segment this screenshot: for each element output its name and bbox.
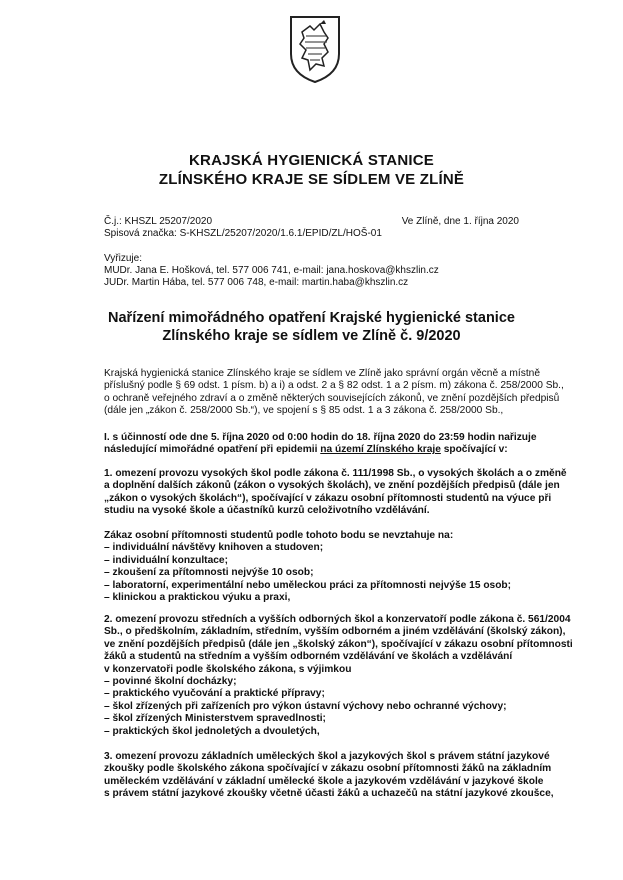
item-2-line: – praktických škol jednoletých a dvouletých, bbox=[104, 725, 320, 737]
contact-hoskova: MUDr. Jana E. Hošková, tel. 577 006 741, e-mail: jana.hoskova@khszlin.cz bbox=[104, 265, 439, 276]
item-2-line: 2. omezení provozu středních a vyšších odborných škol a konzervatoří podle zákona č. 561/2004 bbox=[104, 614, 571, 625]
item-3-line: s právem státní jazykové zkoušky včetně účasti žáků a uchazečů na státní jazykové zkoušce, bbox=[104, 788, 554, 800]
item-3-line: 3. omezení provozu základních uměleckých škol a jazykových škol s právem státní jazykové bbox=[104, 751, 550, 762]
header-line-1: KRAJSKÁ HYGIENICKÁ STANICE bbox=[189, 152, 434, 169]
header-line-2: ZLÍNSKÉHO KRAJE SE SÍDLEM VE ZLÍNĚ bbox=[158, 171, 465, 188]
intro-paragraph bbox=[104, 368, 564, 418]
exception-line: Zákaz osobní přítomnosti studentů podle tohoto bodu se nevztahuje na: bbox=[104, 530, 454, 541]
item-3-line: uměleckém vzdělávání v základní umělecké škole a jazykovém vzdělávání v jazykové škole bbox=[104, 775, 544, 787]
contact-haba: JUDr. Martin Hába, tel. 577 006 748, e-mail: martin.haba@khszlin.cz bbox=[104, 277, 409, 288]
item-1-line: 1. omezení provozu vysokých škol podle zákona č. 111/1998 Sb., o vysokých školách a o změně bbox=[104, 468, 567, 479]
item-2-line: – škol zřízených při zařízeních pro výkon ústavní výchovy nebo ochranné výchovy; bbox=[104, 700, 507, 712]
intro-line: o ochraně veřejného zdraví a o změně některých souvisejících zákonů, ve znění pozdějších předpisů bbox=[104, 392, 560, 404]
section-1-line bbox=[104, 444, 526, 456]
section-1-text: spočívající v: bbox=[440, 444, 508, 456]
item-2-line: – škol zřízených Ministerstvem spravedlnosti; bbox=[104, 713, 326, 725]
moravian-eagle-crest-icon bbox=[288, 14, 342, 84]
item-1-line: „zákon o vysokých školách“), spočívající v zákazu osobní přítomnosti studentů na výuce při bbox=[104, 492, 552, 504]
exception-line: – klinickou a praktickou výuku a praxi, bbox=[104, 592, 291, 604]
item-2-line: Sb., o předškolním, základním, středním, vyšším odborném a jiném vzdělávání (školský zákon), bbox=[104, 626, 566, 638]
intro-line: Krajská hygienická stanice Zlínského kraje se sídlem ve Zlíně jako správní orgán věcně a místně bbox=[104, 368, 541, 379]
item-3-art-language-schools bbox=[104, 751, 554, 801]
item-2-secondary-schools bbox=[104, 614, 573, 738]
document-title-line-2: Zlínského kraje se sídlem ve Zlíně č. 9/2020 bbox=[162, 328, 461, 344]
exception-line: – laboratorní, experimentální nebo uměleckou práci za přítomnosti nejvýše 15 osob; bbox=[104, 579, 512, 591]
reference-number: Č.j.: KHSZL 25207/2020 bbox=[104, 216, 213, 227]
item-1-exceptions bbox=[104, 530, 526, 604]
contacts-label: Vyřizuje: bbox=[104, 253, 142, 264]
file-mark: Spisová značka: S-KHSZL/25207/2020/1.6.1/EPID/ZL/HOŠ-01 bbox=[104, 228, 382, 239]
section-1-text: následující mimořádné opatření při epidemii bbox=[104, 444, 321, 456]
item-1-universities bbox=[104, 468, 567, 518]
item-3-line: zkoušky podle školského zákona spočívající v zákazu osobní přítomnosti žáků na základním bbox=[104, 763, 552, 775]
item-2-line: – praktického vyučování a praktické přípravy; bbox=[104, 688, 325, 700]
intro-line: (dále jen „zákon č. 258/2000 Sb.“), ve spojení s § 85 odst. 1 a 3 zákona č. 258/2000 Sb., bbox=[104, 405, 504, 417]
item-2-line: žáků a studentů na středním a vyšším odborném vzdělávání ve školách a vzdělávání bbox=[104, 651, 513, 663]
section-1-line: I. s účinností ode dne 5. října 2020 od 0:00 hodin do 18. října 2020 do 23:59 hodin nařizuje bbox=[104, 432, 537, 443]
item-2-line: ve znění pozdějších předpisů (dále jen „školský zákon“), spočívající v zákazu osobní přítomnosti bbox=[104, 638, 573, 650]
exception-line: – zkoušení za přítomnosti nejvýše 10 osob; bbox=[104, 567, 314, 579]
item-1-line: a doplnění dalších zákonů (zákon o vysokých školách), ve znění pozdějších předpisů (dále jen bbox=[104, 480, 560, 492]
intro-line: příslušný podle § 69 odst. 1 písm. b) a i) a odst. 2 a § 82 odst. 1 a 2 písm. m) zákona č. 258/2000 Sb., bbox=[104, 380, 564, 392]
section-1-heading bbox=[104, 432, 537, 457]
item-2-line: – povinné školní docházky; bbox=[104, 676, 237, 688]
exception-line: – individuální konzultace; bbox=[104, 554, 228, 566]
item-2-line: v konzervatoři podle školského zákona, s výjimkou bbox=[104, 663, 352, 675]
document-date: Ve Zlíně, dne 1. října 2020 bbox=[401, 216, 519, 227]
territory-underlined: na území Zlínského kraje bbox=[320, 444, 441, 456]
item-1-line: studiu na vysoké škole a účastníků kurzů celoživotního vzdělávání. bbox=[104, 505, 430, 517]
exception-line: – individuální návštěvy knihoven a studoven; bbox=[104, 542, 324, 554]
document-title-line-1: Nařízení mimořádného opatření Krajské hygienické stanice bbox=[108, 310, 515, 326]
